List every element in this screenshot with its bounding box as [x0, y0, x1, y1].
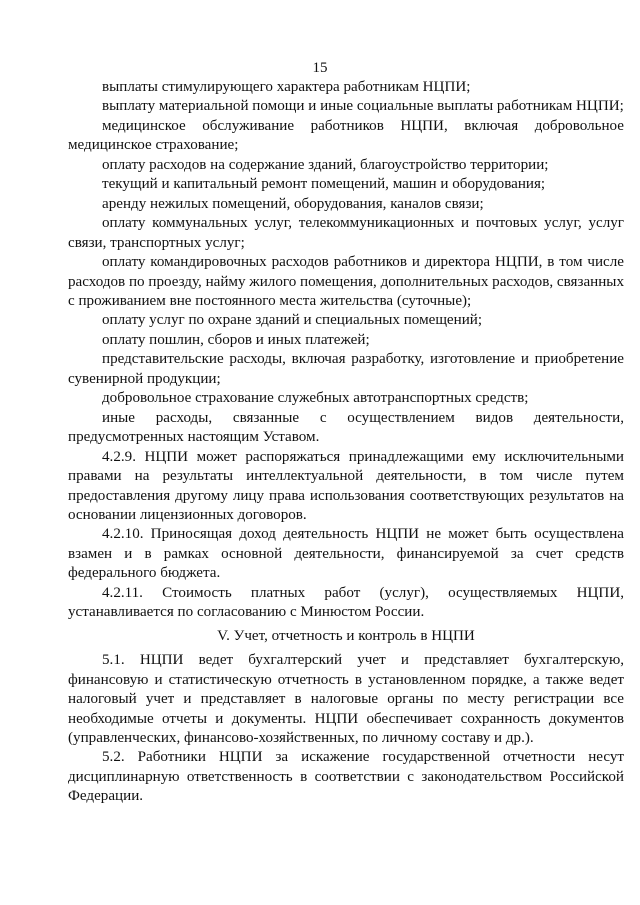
paragraph-other-expenses: иные расходы, связанные с осуществлением видов деятельности, предусмотренных настоящим Уставом.: [68, 409, 624, 446]
page-number: 15: [312, 60, 328, 76]
paragraph-fees: оплату пошлин, сборов и иных платежей;: [102, 331, 370, 348]
document-body: [68, 78, 624, 807]
paragraph-repair: текущий и капитальный ремонт помещений, машин и оборудования;: [102, 176, 546, 193]
paragraph-building-maintenance: оплату расходов на содержание зданий, благоустройство территории;: [102, 156, 549, 173]
paragraph-5-1: 5.1. НЦПИ ведет бухгалтерский учет и представляет бухгалтерскую, финансовую и статистическую отчетность в установленном порядке, а также ведет налоговый учет и представляет в налоговые органы по месту регистрации все необходимые отчеты и документы. НЦПИ обеспечивает сохранность документов (управленческих, финансово-хозяйственных, по личному составу и др.).: [68, 652, 624, 746]
paragraph-utilities: оплату коммунальных услуг, телекоммуникационных и почтовых услуг, услуг связи, транспортных услуг;: [68, 215, 624, 251]
paragraph-representative-expenses: представительские расходы, включая разработку, изготовление и приобретение сувенирной продукции;: [68, 351, 624, 387]
paragraph-rent: аренду нежилых помещений, оборудования, каналов связи;: [102, 195, 484, 212]
paragraph-business-trips: оплату командировочных расходов работников и директора НЦПИ, в том числе расходов по проезду, найму жилого помещения, дополнительных расходов, связанных с проживанием вне постоянного места жительства (суточные);: [68, 254, 624, 309]
section-heading: V. Учет, отчетность и контроль в НЦПИ: [217, 627, 475, 644]
paragraph-vehicle-insurance: добровольное страхование служебных автотранспортных средств;: [102, 390, 529, 407]
paragraph-5-2: 5.2. Работники НЦПИ за искажение государственной отчетности несут дисциплинарную ответственность в соответствии с законодательством Российской Федерации.: [68, 749, 624, 805]
paragraph-4-2-11: 4.2.11. Стоимость платных работ (услуг), осуществляемых НЦПИ, устанавливается по согласованию с Минюстом России.: [68, 584, 624, 621]
paragraph-material-aid: выплату материальной помощи и иные социальные выплаты работникам НЦПИ;: [102, 98, 624, 115]
paragraph-4-2-9: 4.2.9. НЦПИ может распоряжаться принадлежащими ему исключительными правами на результаты интеллектуальной деятельности, в том числе путем предоставления другому лицу права использования соответствующих результатов на основании лицензионных договоров.: [68, 448, 624, 523]
paragraph-4-2-10: 4.2.10. Приносящая доход деятельность НЦПИ не может быть осуществлена взамен и в рамках основной деятельности, финансируемой за счет средств федерального бюджета.: [68, 526, 624, 582]
paragraph-security-services: оплату услуг по охране зданий и специальных помещений;: [102, 312, 483, 329]
paragraph-stimulus-payments: выплаты стимулирующего характера работникам НЦПИ;: [102, 79, 471, 95]
paragraph-medical-service: медицинское обслуживание работников НЦПИ, включая добровольное медицинское страхование;: [68, 117, 624, 154]
